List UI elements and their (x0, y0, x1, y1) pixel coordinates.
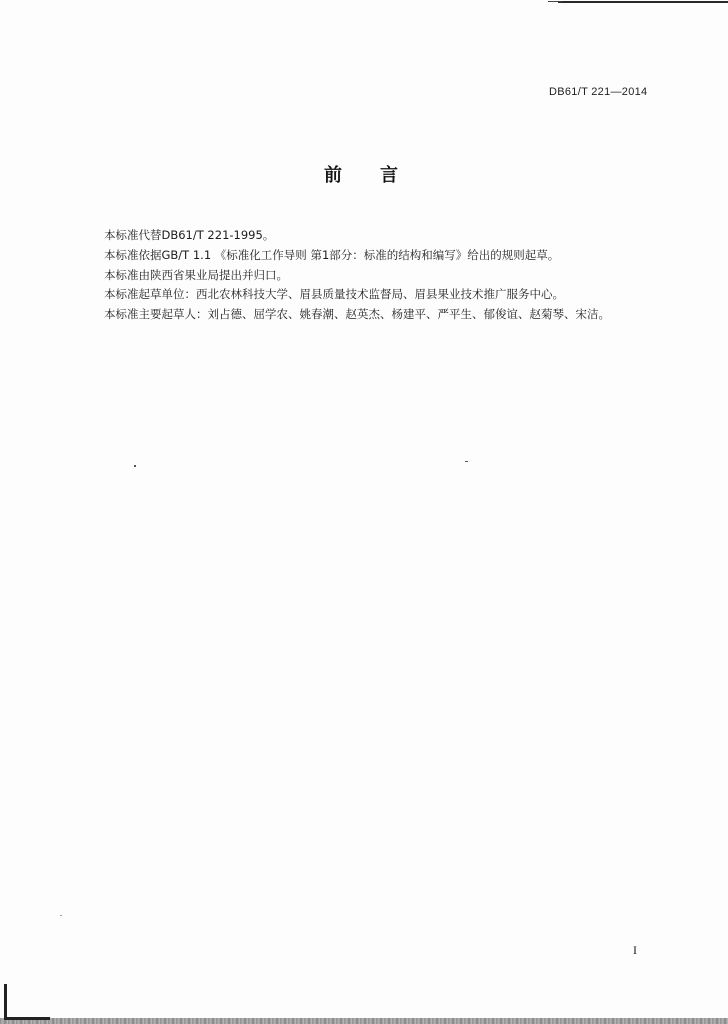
page-title (0, 161, 728, 187)
top-border-line (558, 1, 728, 3)
foreword-line-drafting-units: 本标准起草单位：西北农林科技大学、眉县质量技术监督局、眉县果业技术推广服务中心。 (104, 287, 564, 302)
foreword-line-proposer: 本标准由陕西省果业局提出并归口。 (104, 267, 288, 282)
foreword-body (104, 226, 704, 325)
foreword-line-basis: 本标准依据GB/T 1.1 《标准化工作导则 第1部分：标准的结构和编写》给出的规则起草。 (104, 247, 560, 262)
foreword-line-drafters: 本标准主要起草人：刘占德、屈学农、姚春潮、赵英杰、杨建平、严平生、郁俊谊、赵菊琴、宋洁。 (104, 307, 610, 322)
title-char-1: 前 (324, 165, 342, 186)
foreword-line-replaces: 本标准代替DB61/T 221-1995。 (104, 228, 275, 242)
scan-bottom-edge (0, 1010, 728, 1024)
document-code: DB61/T 221—2014 (549, 86, 648, 98)
scan-speck (465, 461, 468, 462)
top-mark (548, 1, 562, 2)
scan-speck (134, 465, 136, 467)
page-number: I (633, 943, 637, 957)
scan-speck (60, 915, 62, 916)
corner-mark-horizontal (4, 1017, 50, 1020)
title-char-2: 言 (380, 165, 398, 186)
scan-noise-bar (0, 1018, 728, 1024)
corner-mark-vertical (4, 984, 7, 1020)
